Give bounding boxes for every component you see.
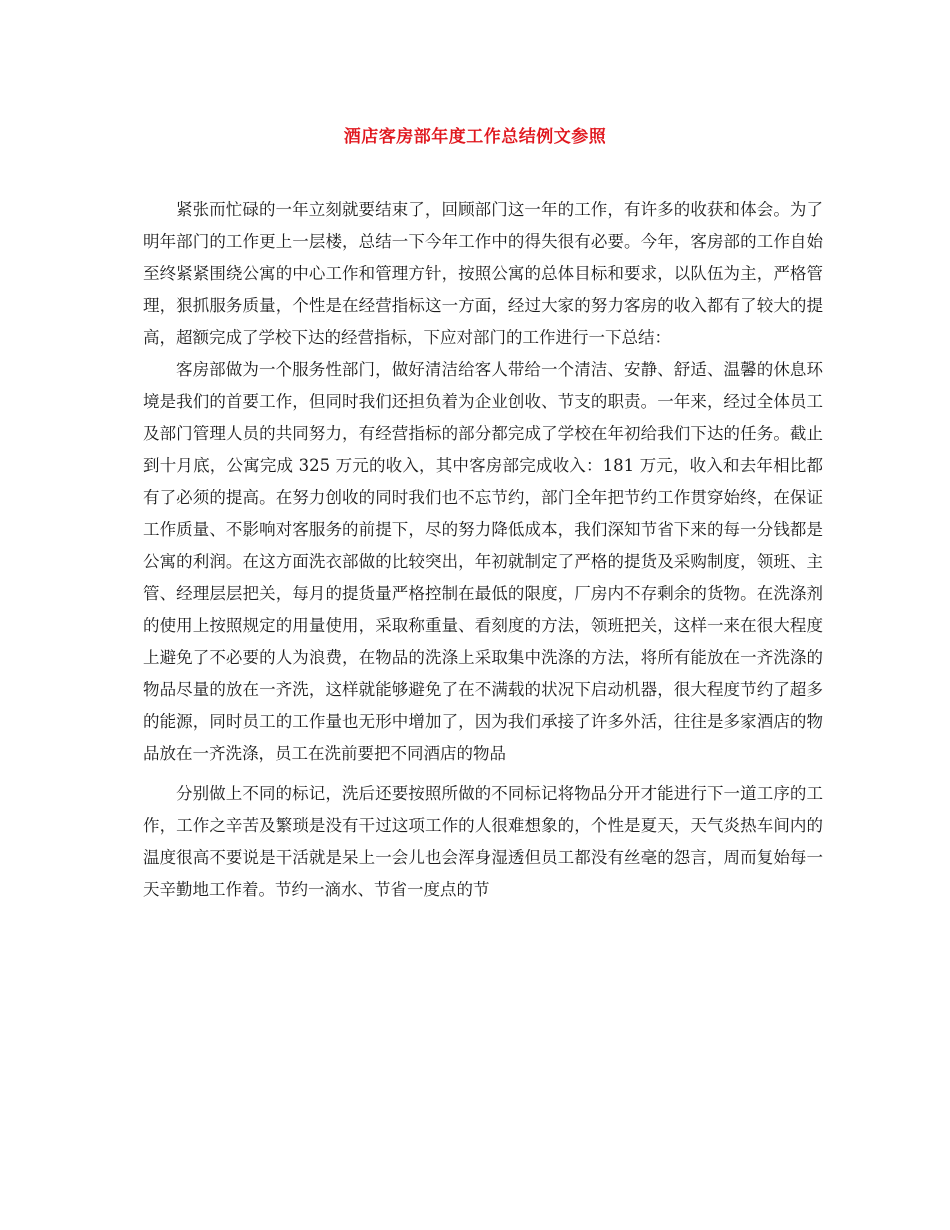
paragraph-1: 紧张而忙碌的一年立刻就要结束了，回顾部门这一年的工作，有许多的收获和体会。为了明年部门的工作更上一层楼，总结一下今年工作中的得失很有必要。今年，客房部的工作自始至终紧紧围绕公寓的中心工作和管理方针，按照公寓的总体目标和要求，以队伍为主，严格管理，狠抓服务质量，个性是在经营指标这一方面，经过大家的努力客房的收入都有了较大的提高，超额完成了学校下达的经营指标，下应对部门的工作进行一下总结： [143,200,823,347]
document-title: 酒店客房部年度工作总结例文参照 [343,127,607,147]
paragraph-3: 分别做上不同的标记，洗后还要按照所做的不同标记将物品分开才能进行下一道工序的工作，工作之辛苦及繁琐是没有干过这项工作的人很难想象的，个性是夏天，天气炎热车间内的温度很高不要说是干活就是呆上一会儿也会浑身湿透但员工都没有丝毫的怨言，周而复始每一天辛勤地工作着。节约一滴水、节省一度点的节 [143,784,823,899]
document-body [143,194,823,906]
paragraph-2: 客房部做为一个服务性部门，做好清洁给客人带给一个清洁、安静、舒适、温馨的休息环境是我们的首要工作，但同时我们还担负着为企业创收、节支的职责。一年来，经过全体员工及部门管理人员的共同努力，有经营指标的部分都完成了学校在年初给我们下达的任务。截止到十月底，公寓完成 325 万元的收入，其中客房部完成收入：181 万元，收入和去年相比都有了必须的提高。在努力创收的同时我们也不忘节约，部门全年把节约工作贯穿始终，在保证工作质量、不影响对客服务的前提下，尽的努力降低成本，我们深知节省下来的每一分钱都是公寓的利润。在这方面洗衣部做的比较突出，年初就制定了严格的提货及采购制度，领班、主管、经理层层把关，每月的提货量严格控制在最低的限度，厂房内不存剩余的货物。在洗涤剂的使用上按照规定的用量使用，采取称重量、看刻度的方法，领班把关，这样一来在很大程度上避免了不必要的人为浪费，在物品的洗涤上采取集中洗涤的方法，将所有能放在一齐洗涤的物品尽量的放在一齐洗，这样就能够避免了在不满载的状况下启动机器，很大程度节约了超多的能源，同时员工的工作量也无形中增加了，因为我们承接了许多外活，往往是多家酒店的物品放在一齐洗涤，员工在洗前要把不同酒店的物品 [143,360,823,763]
